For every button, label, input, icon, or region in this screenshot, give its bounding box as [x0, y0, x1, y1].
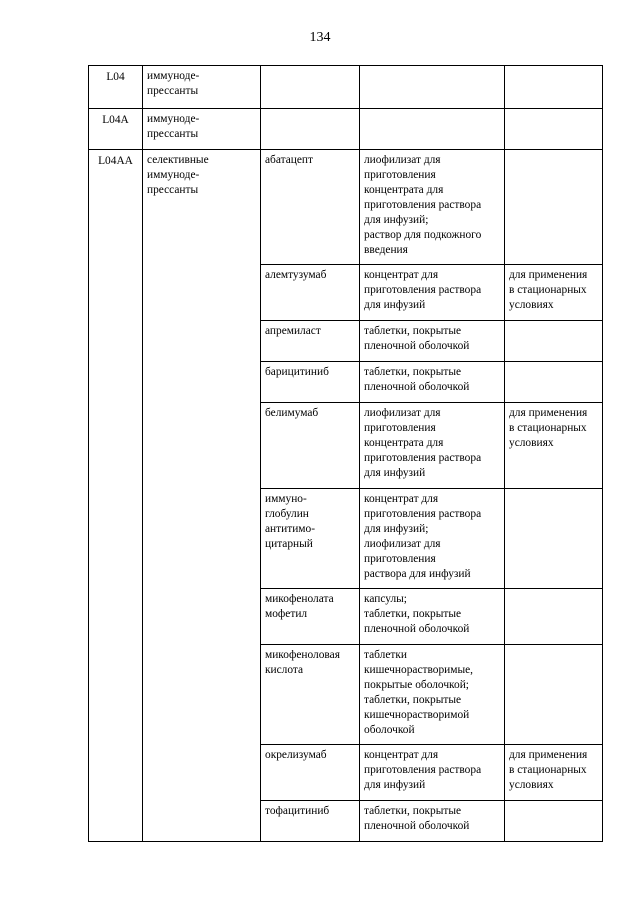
drug-name: абатацепт [261, 150, 360, 265]
drug-name: барицитиниб [261, 362, 360, 403]
dosage-form: концентрат для приготовления раствора для инфузий [360, 265, 505, 321]
atc-code: L04AA [89, 150, 143, 842]
drug-table [88, 65, 603, 842]
dosage-form: таблетки кишечнорастворимые, покрытые оболочкой; таблетки, покрытые кишечнорастворимой оболочкой [360, 645, 505, 745]
usage-note: для применения в стационарных условиях [505, 403, 603, 489]
page-number: 134 [309, 30, 331, 45]
usage-note [505, 150, 603, 265]
drug-name-cell [261, 109, 360, 150]
drug-name: иммуно- глобулин антитимо- цитарный [261, 489, 360, 589]
drug-name: алемтузумаб [261, 265, 360, 321]
usage-note [505, 589, 603, 645]
usage-note [505, 321, 603, 362]
drug-name: апремиласт [261, 321, 360, 362]
atc-group: иммуноде- прессанты [143, 109, 261, 150]
atc-code: L04 [89, 66, 143, 109]
atc-group: иммуноде- прессанты [143, 66, 261, 109]
drug-name: микофенолата мофетил [261, 589, 360, 645]
dosage-form-cell [360, 66, 505, 109]
drug-name: окрелизумаб [261, 745, 360, 801]
note-cell [505, 109, 603, 150]
drug-name-cell [261, 66, 360, 109]
usage-note [505, 489, 603, 589]
usage-note [505, 645, 603, 745]
dosage-form: капсулы; таблетки, покрытые пленочной оболочкой [360, 589, 505, 645]
drug-name: тофацитиниб [261, 801, 360, 842]
table-row [89, 66, 603, 109]
atc-group: селективные иммуноде- прессанты [143, 150, 261, 842]
dosage-form: таблетки, покрытые пленочной оболочкой [360, 801, 505, 842]
dosage-form: концентрат для приготовления раствора для инфузий [360, 745, 505, 801]
table-row [89, 109, 603, 150]
drug-name: микофеноловая кислота [261, 645, 360, 745]
dosage-form: лиофилизат для приготовления концентрата для приготовления раствора для инфузий [360, 403, 505, 489]
atc-code: L04A [89, 109, 143, 150]
dosage-form: лиофилизат для приготовления концентрата для приготовления раствора для инфузий; раствор для подкожного введения [360, 150, 505, 265]
dosage-form: таблетки, покрытые пленочной оболочкой [360, 362, 505, 403]
dosage-form: таблетки, покрытые пленочной оболочкой [360, 321, 505, 362]
drug-name: белимумаб [261, 403, 360, 489]
usage-note [505, 362, 603, 403]
note-cell [505, 66, 603, 109]
table-row [89, 150, 603, 265]
usage-note: для применения в стационарных условиях [505, 745, 603, 801]
dosage-form-cell [360, 109, 505, 150]
usage-note [505, 801, 603, 842]
usage-note: для применения в стационарных условиях [505, 265, 603, 321]
dosage-form: концентрат для приготовления раствора для инфузий; лиофилизат для приготовления раствора для инфузий [360, 489, 505, 589]
